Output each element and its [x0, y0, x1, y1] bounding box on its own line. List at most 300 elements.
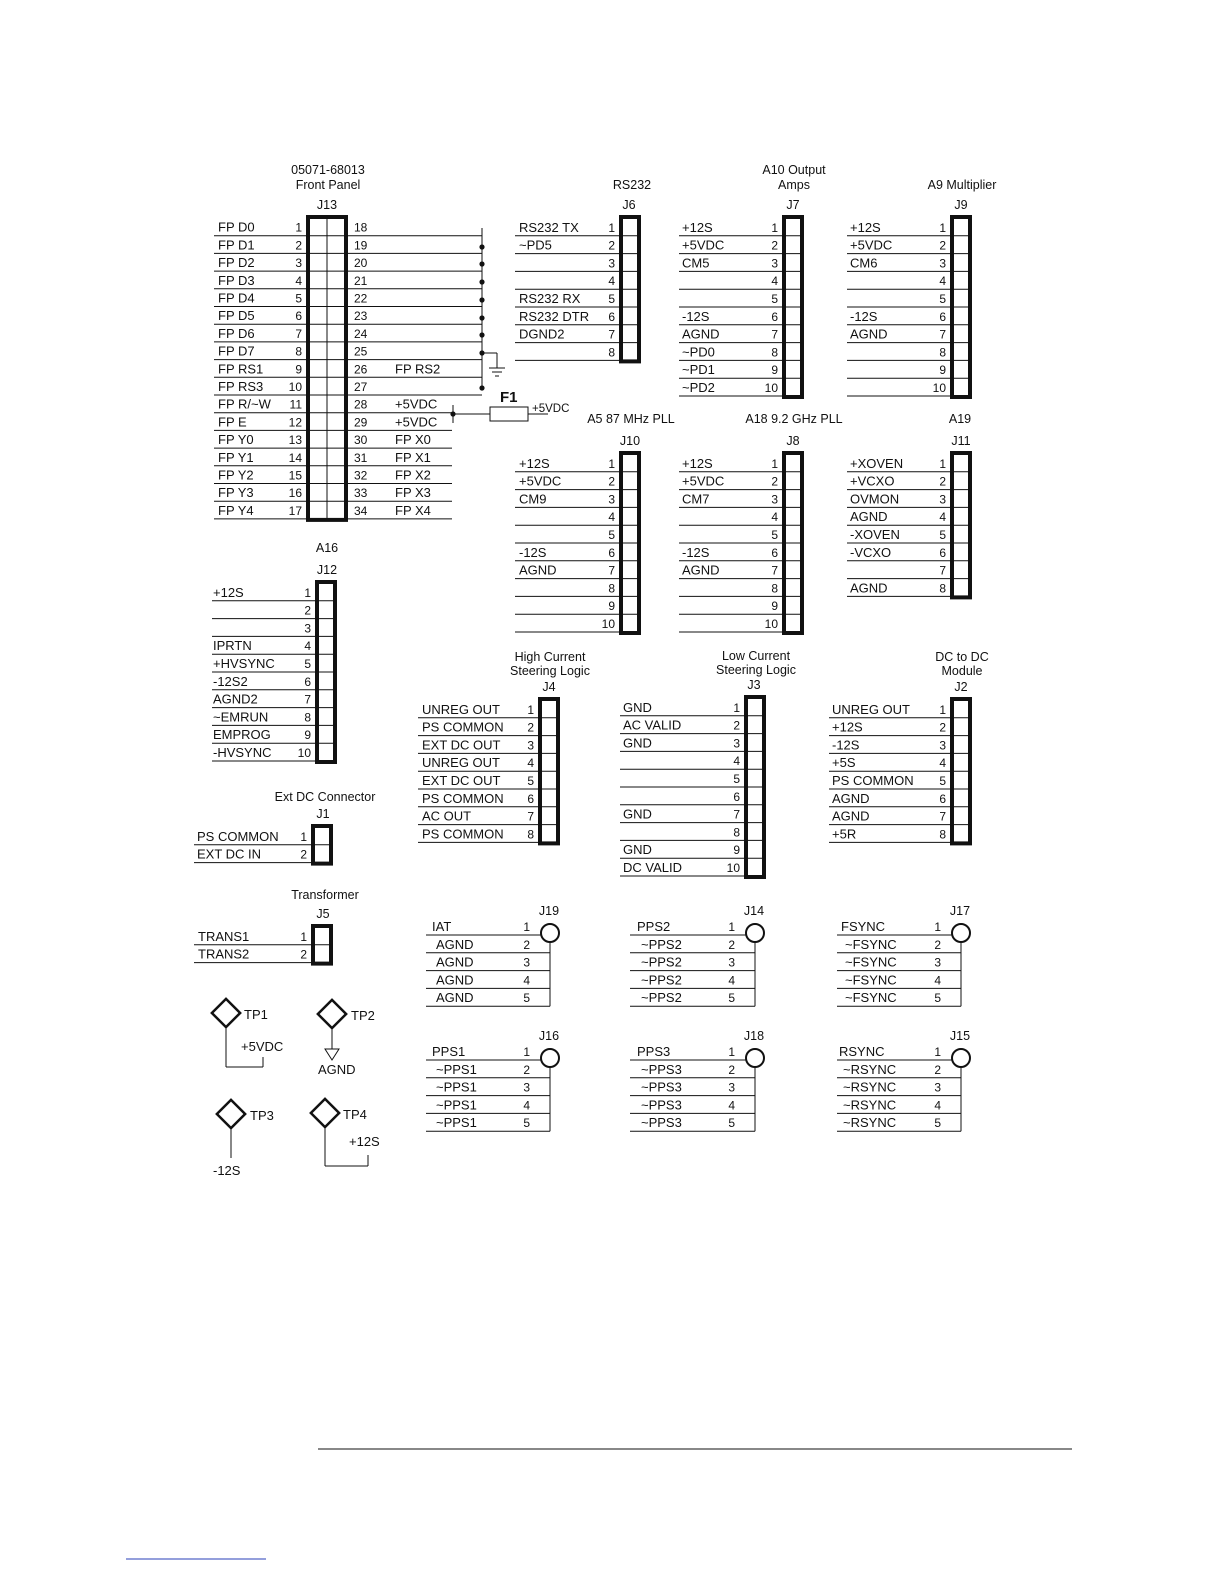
pin-number: 2 [523, 937, 530, 952]
pin-number: 3 [523, 955, 530, 970]
transformer-title: Transformer [291, 888, 359, 902]
low-current-title-1: Low Current [721, 649, 791, 663]
pin-label: ~PPS1 [436, 1061, 477, 1077]
pin-number: 10 [726, 861, 740, 875]
pin-label: RSYNC [839, 1044, 885, 1059]
pin-label: FP Y0 [218, 432, 254, 448]
coax-jack [746, 924, 764, 942]
pin-label: FP D2 [218, 255, 255, 271]
pin-number: 4 [728, 973, 735, 988]
pin-label: +5VDC [682, 237, 725, 253]
pin-label: GND [623, 842, 652, 858]
coax-jack [952, 1049, 970, 1067]
coax-jack [746, 1049, 764, 1067]
pin-number: 1 [300, 829, 307, 844]
pin-number: 29 [354, 415, 368, 430]
pin-number: 8 [939, 345, 946, 360]
pin-label: ~PPS2 [641, 990, 682, 1006]
tp2-label: TP2 [351, 1008, 375, 1023]
pin-number: 8 [939, 827, 946, 842]
pin-number: 20 [354, 256, 368, 271]
pin-label: UNREG OUT [832, 701, 910, 717]
pin-label: AGND [832, 808, 870, 824]
pin-label: CM5 [682, 255, 710, 271]
pin-number: 2 [939, 720, 946, 735]
pin-number: 8 [304, 710, 311, 725]
pin-number: 1 [527, 702, 534, 717]
pin-number: 5 [608, 528, 615, 542]
connector-id: J14 [743, 904, 765, 918]
pin-number: 4 [304, 639, 311, 654]
pin-number: 5 [295, 291, 302, 306]
pin-label: AGND [850, 509, 888, 525]
pin-number: 23 [354, 309, 368, 324]
pin-label: UNREG OUT [422, 701, 500, 717]
connector-id: J11 [951, 434, 971, 448]
pin-number: 1 [523, 1045, 530, 1059]
rs232-title: RS232 [612, 178, 652, 192]
pin-label: FP D1 [218, 237, 255, 253]
pin-label: FP E [218, 414, 247, 430]
pin-label: FP D5 [218, 308, 255, 324]
pin-number: 3 [934, 955, 941, 970]
pin-label: FP D0 [218, 219, 255, 235]
pin-label: GND [623, 806, 652, 822]
pin-number: 3 [939, 256, 946, 271]
pin-number: 9 [733, 843, 740, 858]
connector-j13 [214, 198, 482, 520]
pin-label: +12S [213, 584, 244, 600]
pin-number: 6 [527, 791, 534, 806]
pin-number: 4 [939, 274, 946, 289]
pin-label: +5R [832, 826, 857, 842]
connector-j4 [418, 680, 558, 843]
pin-number: 3 [295, 256, 302, 271]
connector-id: J12 [316, 563, 338, 577]
pin-label: PPS3 [637, 1044, 671, 1059]
pin-number: 5 [771, 292, 778, 306]
pin-number: 9 [771, 599, 778, 614]
pin-label: +5VDC [682, 473, 725, 489]
connector-j8 [679, 434, 802, 633]
pin-number: 10 [764, 381, 778, 395]
pin-number: 1 [939, 456, 946, 471]
coax-j19 [426, 904, 559, 1006]
pin-number: 1 [934, 1045, 941, 1059]
pin-number: 5 [527, 774, 534, 788]
pin-number: 2 [934, 937, 941, 952]
a19-title: A19 [948, 412, 972, 426]
pin-number: 2 [295, 238, 302, 253]
pin-number: 5 [939, 528, 946, 542]
pin-label: FP D4 [218, 290, 255, 306]
pin-number: 17 [288, 503, 302, 518]
pin-number: 3 [934, 1080, 941, 1095]
pin-number: 11 [289, 397, 302, 412]
pin-label: FP X2 [395, 467, 431, 483]
coax-j17 [837, 904, 970, 1006]
pin-label: +5VDC [395, 396, 438, 412]
a16-title: A16 [315, 541, 339, 555]
pin-label: FP D3 [218, 272, 255, 288]
pin-label: -12S [832, 737, 860, 753]
tp1-net: +5VDC [241, 1039, 284, 1054]
connector-id: J2 [954, 680, 968, 694]
pin-label: AGND [436, 954, 474, 970]
pin-label: AGND [682, 326, 720, 342]
coax-jack [952, 924, 970, 942]
pin-number: 9 [608, 599, 615, 614]
tp4-label: TP4 [343, 1107, 367, 1122]
pin-label: +5VDC [850, 237, 893, 253]
pin-label: EXT DC OUT [422, 773, 501, 788]
coax-j14 [630, 904, 764, 1006]
coax-j15 [837, 1029, 970, 1131]
pin-number: 5 [728, 1116, 735, 1131]
pin-label: AGND2 [213, 691, 258, 707]
pin-number: 5 [523, 1116, 530, 1131]
pin-label: ~RSYNC [843, 1115, 897, 1131]
pin-number: 2 [304, 603, 311, 618]
pin-number: 10 [764, 617, 778, 631]
pin-number: 28 [354, 397, 368, 412]
pin-number: 5 [939, 292, 946, 306]
pin-number: 3 [733, 736, 740, 751]
pin-number: 1 [304, 585, 311, 600]
pin-number: 15 [288, 468, 302, 483]
pin-number: 2 [939, 238, 946, 253]
pin-number: 6 [939, 545, 946, 560]
pin-label: AGND [519, 562, 557, 578]
pin-number: 6 [939, 791, 946, 806]
tp1 [212, 999, 283, 1067]
pin-number: 1 [771, 456, 778, 471]
pin-number: 4 [939, 510, 946, 525]
pin-number: 4 [608, 510, 615, 525]
connector-j2 [829, 680, 970, 843]
pin-label: EXT DC OUT [422, 737, 501, 753]
pin-number: 2 [771, 238, 778, 253]
a18-title: A18 9.2 GHz PLL [745, 412, 843, 426]
pin-number: 26 [354, 362, 368, 377]
pin-label: PPS1 [432, 1044, 466, 1059]
pin-number: 1 [934, 920, 941, 934]
pin-number: 3 [608, 256, 615, 271]
pin-label: ~PPS1 [436, 1097, 477, 1113]
pin-number: 2 [728, 937, 735, 952]
connector-id: J16 [538, 1029, 560, 1043]
pin-number: 10 [297, 746, 311, 760]
fuse-label: F1 [500, 389, 518, 406]
pin-number: 4 [523, 1098, 530, 1113]
pin-number: 1 [733, 700, 740, 715]
pin-number: 2 [934, 1062, 941, 1077]
pin-label: ~PPS2 [641, 972, 682, 988]
pin-number: 2 [300, 847, 307, 862]
pin-label: ~FSYNC [845, 972, 897, 988]
pin-number: 5 [608, 292, 615, 306]
pin-label: +XOVEN [850, 455, 904, 471]
pin-label: ~RSYNC [843, 1097, 897, 1113]
pin-label: AGND [436, 936, 474, 952]
pin-label: +HVSYNC [213, 656, 275, 671]
pin-label: CM7 [682, 491, 710, 507]
connector-id: J4 [542, 680, 556, 694]
pin-number: 4 [527, 756, 534, 771]
connector-j12 [212, 563, 337, 762]
pin-label: FP D6 [218, 325, 255, 341]
pin-number: 2 [608, 474, 615, 489]
connector-id: J6 [622, 198, 636, 212]
fuse-f1 [450, 389, 569, 423]
pin-number: 13 [288, 433, 302, 448]
connector-j10 [515, 434, 640, 633]
pin-label: ~PPS3 [641, 1079, 682, 1095]
j13-bus [479, 228, 497, 391]
pin-number: 1 [295, 220, 302, 235]
connector-id: J7 [786, 198, 800, 212]
connector-id: J18 [743, 1029, 765, 1043]
pin-number: 3 [771, 256, 778, 271]
high-current-title-1: High Current [514, 650, 586, 664]
pin-number: 7 [771, 563, 778, 578]
pin-label: AGND [850, 580, 888, 596]
pin-label: ~EMRUN [213, 709, 269, 725]
pin-number: 2 [771, 474, 778, 489]
pin-label: -12S [682, 544, 710, 560]
pin-number: 1 [939, 702, 946, 717]
pin-label: FP X3 [395, 485, 431, 501]
pin-number: 6 [295, 309, 302, 324]
pin-number: 8 [939, 581, 946, 596]
pin-number: 8 [527, 827, 534, 842]
connector-id: J19 [538, 904, 560, 918]
a9-title: A9 Multiplier [927, 178, 997, 192]
pin-number: 2 [733, 718, 740, 733]
pin-label: ~PD0 [682, 344, 715, 360]
pin-label: OVMON [850, 491, 900, 507]
pin-label: FP Y4 [218, 502, 254, 518]
pin-number: 5 [939, 774, 946, 788]
connector-id: J17 [949, 904, 971, 918]
pin-label: +12S [682, 455, 713, 471]
pin-number: 7 [527, 809, 534, 824]
pin-number: 7 [733, 807, 740, 822]
pin-number: 18 [354, 220, 368, 235]
pin-number: 30 [354, 433, 368, 448]
pin-number: 24 [354, 326, 368, 341]
pin-number: 8 [608, 345, 615, 360]
pin-label: +12S [519, 455, 550, 471]
pin-label: FP R/~W [218, 396, 271, 412]
connector-j3 [620, 678, 764, 877]
pin-label: FP D7 [218, 343, 255, 359]
pin-number: 1 [608, 220, 615, 235]
pin-label: ~PPS1 [436, 1115, 477, 1131]
pin-label: ~PD5 [519, 237, 552, 253]
pin-label: RS232 DTR [519, 308, 590, 324]
a5-title: A5 87 MHz PLL [587, 412, 675, 426]
pin-number: 6 [939, 309, 946, 324]
pin-label: UNREG OUT [422, 755, 500, 771]
coax-j18 [630, 1029, 764, 1131]
pin-label: FP RS1 [218, 361, 264, 377]
pin-number: 4 [771, 510, 778, 525]
connector-id: J8 [786, 434, 800, 448]
pin-number: 8 [608, 581, 615, 596]
pin-number: 6 [771, 309, 778, 324]
pin-label: FP X0 [395, 432, 431, 448]
pin-number: 3 [523, 1080, 530, 1095]
connector-id: J1 [316, 807, 330, 821]
tp2-net: AGND [318, 1062, 356, 1077]
pin-label: AC OUT [422, 808, 472, 824]
connector-j1 [194, 807, 331, 864]
pin-label: -VCXO [850, 544, 892, 560]
tp3-label: TP3 [250, 1108, 274, 1123]
pin-number: 4 [523, 973, 530, 988]
connector-id: J15 [949, 1029, 971, 1043]
pin-label: PS COMMON [197, 828, 279, 844]
connector-j7 [679, 198, 802, 397]
connector-id: J13 [316, 198, 338, 212]
pin-number: 3 [608, 492, 615, 507]
pin-number: 4 [934, 1098, 941, 1113]
pin-label: TRANS1 [198, 928, 250, 944]
connector-id: J10 [619, 434, 641, 448]
pin-number: 10 [932, 381, 946, 395]
pin-number: 31 [354, 450, 368, 465]
pin-label: AGND [682, 562, 720, 578]
pin-label: -12S2 [213, 673, 248, 689]
pin-label: TRANS2 [198, 946, 250, 962]
pin-number: 7 [608, 327, 615, 342]
pin-number: 4 [608, 274, 615, 289]
pin-number: 4 [771, 274, 778, 289]
pin-label: ~PPS2 [641, 936, 682, 952]
pin-number: 25 [354, 344, 368, 359]
pin-number: 4 [939, 756, 946, 771]
pin-label: PS COMMON [422, 719, 504, 735]
pin-label: ~PPS3 [641, 1061, 682, 1077]
pin-label: ~RSYNC [843, 1061, 897, 1077]
ext-dc-title: Ext DC Connector [274, 790, 376, 804]
pin-number: 7 [608, 563, 615, 578]
pin-label: -12S [519, 544, 547, 560]
pin-label: RS232 TX [519, 219, 579, 235]
pin-number: 4 [733, 754, 740, 769]
pin-number: 1 [300, 929, 307, 944]
pin-number: 4 [934, 973, 941, 988]
pin-label: -12S [850, 308, 878, 324]
pin-number: 8 [295, 344, 302, 359]
pin-number: 2 [527, 720, 534, 735]
tp4 [311, 1099, 380, 1166]
pin-number: 14 [288, 450, 302, 465]
pin-number: 1 [728, 1045, 735, 1059]
coax-jack [541, 1049, 559, 1067]
pin-label: -12S [682, 308, 710, 324]
pin-label: IPRTN [213, 638, 252, 654]
pin-number: 5 [304, 657, 311, 671]
pin-label: +5VDC [395, 414, 438, 430]
pin-label: ~FSYNC [845, 936, 897, 952]
pin-label: FP RS2 [395, 361, 441, 377]
front-panel-part-number: 05071-68013 [291, 163, 365, 177]
pin-label: -XOVEN [850, 527, 900, 542]
connector-j9 [847, 198, 970, 397]
a10-title-line1: A10 Output [762, 163, 826, 177]
low-current-title-2: Steering Logic [716, 663, 796, 677]
pin-label: EMPROG [213, 727, 271, 743]
dcdc-title-2: Module [941, 664, 983, 678]
pin-label: AGND [832, 790, 870, 806]
pin-number: 3 [728, 955, 735, 970]
pin-number: 6 [608, 309, 615, 324]
high-current-title-2: Steering Logic [510, 664, 590, 678]
pin-number: 7 [939, 809, 946, 824]
connector-j11 [847, 434, 971, 597]
fuse-net-label: +5VDC [532, 403, 570, 415]
pin-label: GND [623, 699, 652, 715]
tp3 [213, 1100, 274, 1178]
pin-number: 3 [527, 738, 534, 753]
pin-number: 3 [771, 492, 778, 507]
pin-number: 6 [608, 545, 615, 560]
pin-number: 9 [939, 363, 946, 378]
connector-id: J3 [747, 678, 761, 692]
pin-label: ~FSYNC [845, 990, 897, 1006]
pin-number: 6 [304, 674, 311, 689]
connector-j5 [194, 907, 331, 964]
pin-label: +5VDC [519, 473, 562, 489]
pin-number: 1 [608, 456, 615, 471]
ground-symbol [489, 368, 505, 376]
pin-number: 9 [304, 728, 311, 743]
pin-label: +VCXO [850, 473, 895, 489]
pin-number: 5 [728, 991, 735, 1006]
pin-label: ~PD2 [682, 380, 715, 395]
pin-number: 5 [523, 991, 530, 1006]
pin-label: GND [623, 735, 652, 751]
pin-label: FP Y1 [218, 449, 254, 465]
coax-connectors-group [426, 904, 970, 1131]
pin-label: ~RSYNC [843, 1079, 897, 1095]
pin-label: FP RS3 [218, 379, 264, 394]
pin-number: 7 [295, 326, 302, 341]
pin-number: 1 [728, 920, 735, 934]
pin-number: 12 [288, 415, 302, 430]
connector-id: J9 [954, 198, 968, 212]
pin-label: +12S [850, 219, 881, 235]
pin-number: 19 [354, 238, 368, 253]
pin-number: 9 [771, 363, 778, 378]
pin-number: 5 [934, 1116, 941, 1131]
pin-number: 7 [304, 692, 311, 707]
pin-label: DGND2 [519, 326, 565, 342]
pin-number: 5 [934, 991, 941, 1006]
front-panel-title: Front Panel [295, 178, 361, 192]
connector-id: J5 [316, 907, 330, 921]
pin-number: 4 [728, 1098, 735, 1113]
pin-number: 34 [354, 503, 368, 518]
pin-label: ~PPS3 [641, 1097, 682, 1113]
tp4-net: +12S [349, 1134, 380, 1149]
pin-label: EXT DC IN [197, 846, 262, 862]
tp2 [318, 1000, 375, 1077]
pin-label: ~PPS1 [436, 1079, 477, 1095]
pin-number: 22 [354, 291, 368, 306]
